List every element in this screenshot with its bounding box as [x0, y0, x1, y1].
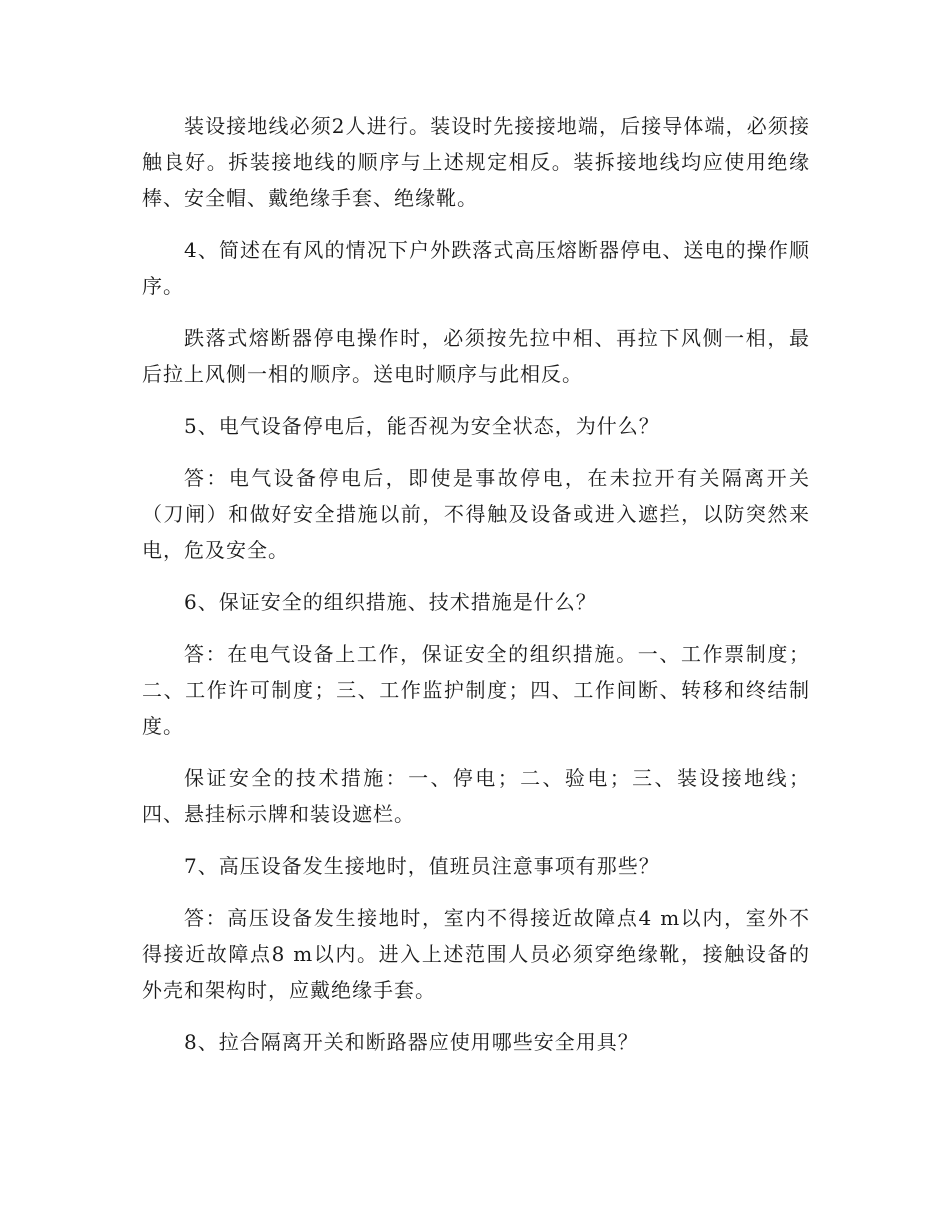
document-body — [142, 108, 810, 1076]
question-4: 4、简述在有风的情况下户外跌落式高压熔断器停电、送电的操作顺序。 — [142, 238, 810, 298]
question-5: 5、电气设备停电后，能否视为安全状态，为什么？ — [184, 414, 660, 438]
question-8: 8、拉合隔离开关和断路器应使用哪些安全用具？ — [184, 1030, 639, 1054]
answer-6-technical: 保证安全的技术措施：一、停电；二、验电；三、装设接地线；四、悬挂标示牌和装设遮栏。 — [142, 766, 810, 826]
answer-6-organizational: 答：在电气设备上工作，保证安全的组织措施。一、工作票制度；二、工作许可制度；三、工作监护制度；四、工作间断、转移和终结制度。 — [142, 642, 810, 738]
question-6: 6、保证安全的组织措施、技术措施是什么？ — [184, 590, 597, 614]
answer-5: 答：电气设备停电后，即使是事故停电，在未拉开有关隔离开关（刀闸）和做好安全措施以前，不得触及设备或进入遮拦，以防突然来电，危及安全。 — [142, 466, 810, 562]
answer-4: 跌落式熔断器停电操作时，必须按先拉中相、再拉下风侧一相，最后拉上风侧一相的顺序。送电时顺序与此相反。 — [142, 326, 810, 386]
paragraph-grounding-procedure: 装设接地线必须2人进行。装设时先接接地端，后接导体端，必须接触良好。拆装接地线的顺序与上述规定相反。装拆接地线均应使用绝缘棒、安全帽、戴绝缘手套、绝缘靴。 — [142, 114, 810, 210]
question-7: 7、高压设备发生接地时，值班员注意事项有那些？ — [184, 854, 660, 878]
answer-7: 答：高压设备发生接地时，室内不得接近故障点4 m以内，室外不得接近故障点8 m以内。进入上述范围人员必须穿绝缘靴，接触设备的外壳和架构时，应戴绝缘手套。 — [142, 906, 810, 1002]
